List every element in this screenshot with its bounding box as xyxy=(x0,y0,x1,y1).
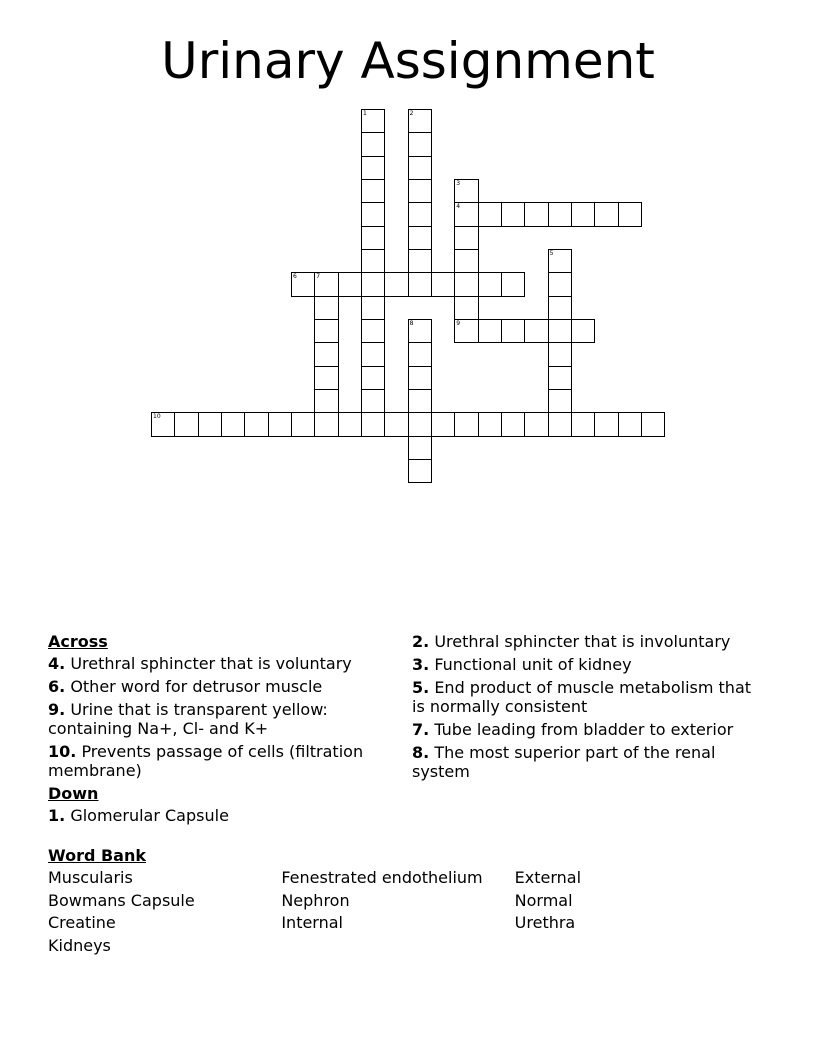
crossword-cell[interactable] xyxy=(221,412,245,436)
crossword-cell[interactable] xyxy=(431,272,455,296)
crossword-cell[interactable] xyxy=(198,412,222,436)
crossword-cell[interactable] xyxy=(314,366,338,390)
crossword-cell[interactable] xyxy=(478,272,502,296)
clue-down-5: 5. End product of muscle metabolism that is normally consistent xyxy=(412,678,752,716)
clue-down-8: 8. The most superior part of the renal system xyxy=(412,743,716,781)
crossword-cell[interactable] xyxy=(361,389,385,413)
crossword-cell[interactable] xyxy=(408,249,432,273)
crossword-cell[interactable] xyxy=(408,272,432,296)
cell-number: 2 xyxy=(409,110,414,117)
crossword-cell[interactable] xyxy=(361,132,385,156)
cell-number: 5 xyxy=(549,249,554,257)
clue-down-2: 2. Urethral sphincter that is involuntary xyxy=(412,632,731,651)
crossword-cell[interactable] xyxy=(314,272,338,296)
crossword-cell[interactable] xyxy=(548,272,572,296)
crossword-cell[interactable] xyxy=(548,389,572,413)
cell-number: 8 xyxy=(409,319,414,327)
crossword-cell[interactable] xyxy=(548,319,572,343)
crossword-cell[interactable] xyxy=(408,202,432,226)
crossword-cell[interactable] xyxy=(641,412,665,436)
crossword-cell[interactable] xyxy=(314,296,338,320)
crossword-cell[interactable] xyxy=(338,412,362,436)
crossword-cell[interactable] xyxy=(548,412,572,436)
crossword-cell[interactable] xyxy=(524,202,548,226)
crossword-cell[interactable] xyxy=(548,249,572,273)
crossword-cell[interactable] xyxy=(408,226,432,250)
crossword-cell[interactable] xyxy=(174,412,198,436)
crossword-cell[interactable] xyxy=(548,366,572,390)
crossword-cell[interactable] xyxy=(361,179,385,203)
crossword-cell[interactable] xyxy=(314,342,338,366)
crossword-cell[interactable] xyxy=(454,249,478,273)
word-bank-column xyxy=(515,867,748,957)
cell-number: 7 xyxy=(316,273,321,281)
cell-number: 6 xyxy=(292,273,297,281)
crossword-cell[interactable] xyxy=(501,319,525,343)
crossword-cell[interactable] xyxy=(361,156,385,180)
clue-across-6: 6. Other word for detrusor muscle xyxy=(48,677,323,696)
clues-right-column xyxy=(412,632,757,785)
word-bank-item: External xyxy=(514,868,582,887)
word-bank xyxy=(48,846,748,957)
crossword-cell[interactable] xyxy=(408,389,432,413)
crossword-cell[interactable] xyxy=(361,109,385,133)
crossword-cell[interactable] xyxy=(151,412,175,436)
word-bank-item: Creatine xyxy=(48,913,116,932)
cell-number: 1 xyxy=(362,110,367,117)
word-bank-item: Kidneys xyxy=(48,935,111,955)
crossword-cell[interactable] xyxy=(314,389,338,413)
crossword-cell[interactable] xyxy=(361,202,385,226)
crossword-cell[interactable] xyxy=(571,202,595,226)
word-bank-column xyxy=(281,867,514,957)
crossword-cell[interactable] xyxy=(408,436,432,460)
crossword-cell[interactable] xyxy=(408,412,432,436)
cell-number: 4 xyxy=(456,203,461,211)
crossword-cell[interactable] xyxy=(408,342,432,366)
crossword-cell[interactable] xyxy=(594,412,618,436)
crossword-cell[interactable] xyxy=(454,226,478,250)
crossword-cell[interactable] xyxy=(478,412,502,436)
crossword-cell[interactable] xyxy=(314,319,338,343)
crossword-cell[interactable] xyxy=(244,412,268,436)
cell-number: 9 xyxy=(456,319,461,327)
crossword-cell[interactable] xyxy=(454,179,478,203)
crossword-cell[interactable] xyxy=(361,249,385,273)
word-bank-item: Normal xyxy=(514,890,573,910)
down-heading: Down xyxy=(48,784,99,803)
word-bank-item: Muscularis xyxy=(48,868,133,887)
crossword-cell[interactable] xyxy=(408,109,432,133)
clue-down-1: 1. Glomerular Capsule xyxy=(48,806,229,825)
crossword-cell[interactable] xyxy=(454,202,478,226)
crossword-cell[interactable] xyxy=(571,319,595,343)
crossword-cell[interactable] xyxy=(454,412,478,436)
crossword-cell[interactable] xyxy=(338,272,362,296)
word-bank-item: Nephron xyxy=(281,890,350,910)
clue-across-9: 9. Urine that is transparent yellow: containing Na+, Cl- and K+ xyxy=(48,700,328,738)
crossword-cell[interactable] xyxy=(524,412,548,436)
crossword-cell[interactable] xyxy=(361,366,385,390)
crossword-cell[interactable] xyxy=(548,202,572,226)
crossword-cell[interactable] xyxy=(548,296,572,320)
crossword-cell[interactable] xyxy=(454,272,478,296)
clue-down-3: 3. Functional unit of kidney xyxy=(412,655,632,674)
clues-left-column xyxy=(48,632,398,829)
cell-number: 10 xyxy=(153,413,161,421)
crossword-cell[interactable] xyxy=(361,226,385,250)
crossword-cell[interactable] xyxy=(478,319,502,343)
crossword-cell[interactable] xyxy=(618,202,642,226)
crossword-cell[interactable] xyxy=(524,319,548,343)
crossword-cell[interactable] xyxy=(594,202,618,226)
clue-down-7: 7. Tube leading from bladder to exterior xyxy=(412,720,734,739)
crossword-cell[interactable] xyxy=(314,412,338,436)
crossword-cell[interactable] xyxy=(361,319,385,343)
crossword-cell[interactable] xyxy=(408,319,432,343)
crossword-cell[interactable] xyxy=(361,412,385,436)
crossword-cell[interactable] xyxy=(501,202,525,226)
word-bank-item: Fenestrated endothelium xyxy=(281,868,483,887)
crossword-cell[interactable] xyxy=(361,342,385,366)
word-bank-item: Bowmans Capsule xyxy=(48,890,195,910)
word-bank-column xyxy=(48,867,281,957)
crossword-cell[interactable] xyxy=(384,272,408,296)
crossword-cell[interactable] xyxy=(571,412,595,436)
crossword-cell[interactable] xyxy=(408,156,432,180)
page-title: Urinary Assignment xyxy=(161,32,655,90)
crossword-cell[interactable] xyxy=(408,179,432,203)
crossword-cell[interactable] xyxy=(454,296,478,320)
crossword-cell[interactable] xyxy=(408,459,432,483)
crossword-cell[interactable] xyxy=(431,412,455,436)
across-heading: Across xyxy=(48,632,108,651)
crossword-cell[interactable] xyxy=(478,202,502,226)
crossword-cell[interactable] xyxy=(548,342,572,366)
crossword-cell[interactable] xyxy=(408,366,432,390)
crossword-cell[interactable] xyxy=(291,272,315,296)
word-bank-item: Urethra xyxy=(514,913,576,932)
word-bank-item: Internal xyxy=(281,913,343,932)
clue-across-4: 4. Urethral sphincter that is voluntary xyxy=(48,654,352,673)
crossword-cell[interactable] xyxy=(501,272,525,296)
crossword-cell[interactable] xyxy=(291,412,315,436)
crossword-cell[interactable] xyxy=(408,132,432,156)
crossword-cell[interactable] xyxy=(361,296,385,320)
crossword-cell[interactable] xyxy=(618,412,642,436)
crossword-cell[interactable] xyxy=(361,272,385,296)
cell-number: 3 xyxy=(456,179,461,187)
word-bank-heading: Word Bank xyxy=(48,846,147,865)
crossword-cell[interactable] xyxy=(501,412,525,436)
crossword-cell[interactable] xyxy=(268,412,292,436)
crossword-cell[interactable] xyxy=(384,412,408,436)
crossword-cell[interactable] xyxy=(454,319,478,343)
clue-across-10: 10. Prevents passage of cells (filtration membrane) xyxy=(48,742,364,780)
